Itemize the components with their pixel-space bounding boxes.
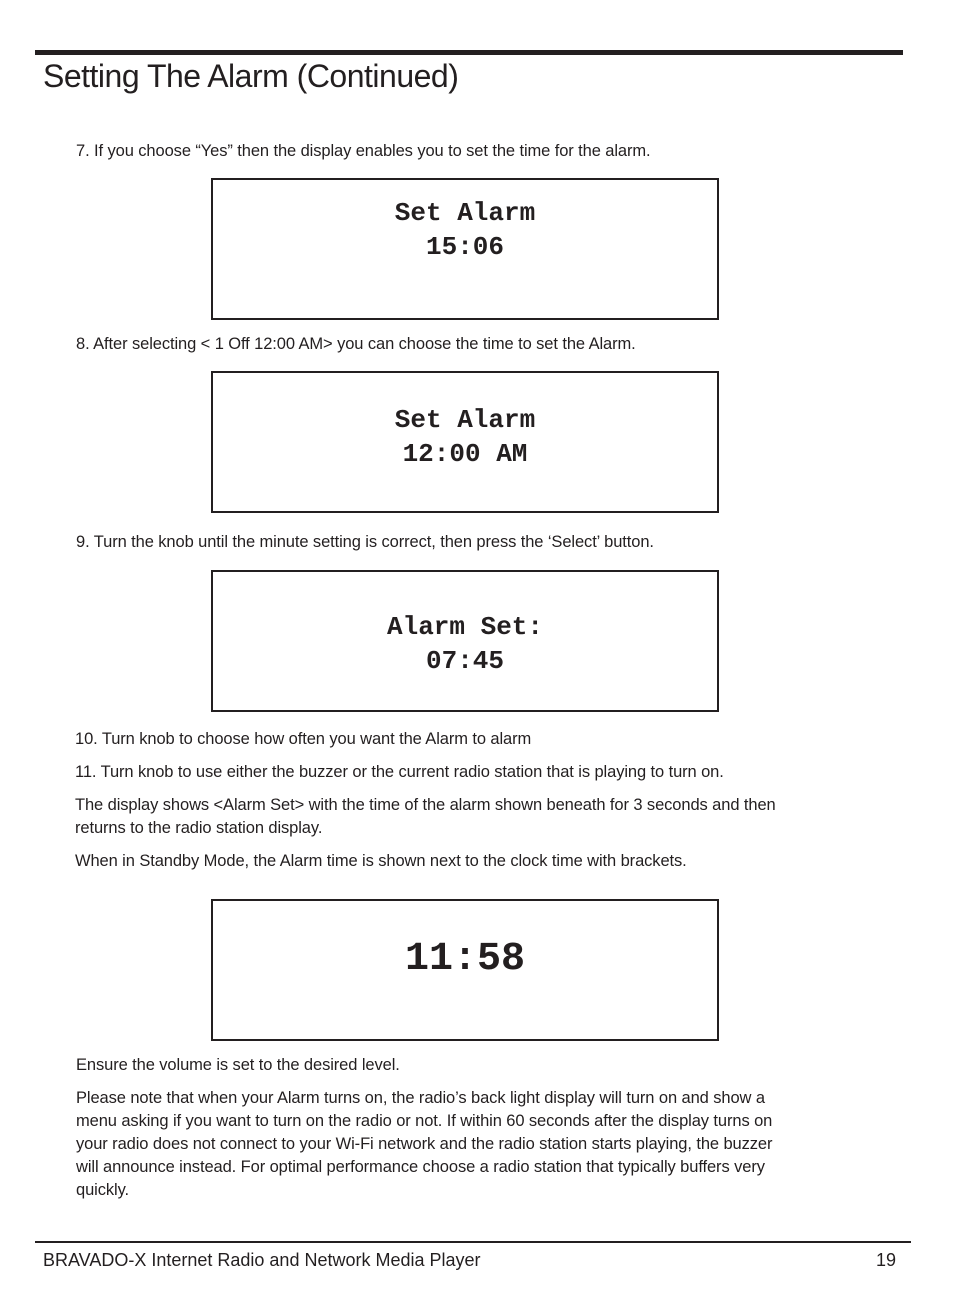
page-number: 19 xyxy=(875,1250,896,1270)
page-title: Setting The Alarm (Continued) xyxy=(43,58,459,94)
lcd-display-standby-clock xyxy=(211,899,719,1041)
volume-note: Ensure the volume is set to the desired level. xyxy=(76,1056,400,1074)
lcd-display-set-alarm-12 xyxy=(211,371,719,513)
please-note-paragraph: Please note that when your Alarm turns on, the radio’s back light display will turn on and show a menu asking if you want to turn on the radio or not. If within 60 seconds after the display turns on your radio does not connect to your Wi-Fi network and the radio station starts playing, the buzzer will announce instead. For optimal performance choose a radio station that typically buffers very quickly. xyxy=(76,1089,773,1199)
footer-product-name: BRAVADO-X Internet Radio and Network Media Player xyxy=(43,1250,481,1270)
lcd-line-2: 12:00 AM xyxy=(402,439,528,469)
step-7-text: 7. If you choose “Yes” then the display enables you to set the time for the alarm. xyxy=(76,142,651,160)
lcd-line-2: 07:45 xyxy=(425,646,504,676)
lcd-line-1: Set Alarm xyxy=(394,198,536,228)
standby-note: When in Standby Mode, the Alarm time is shown next to the clock time with brackets. xyxy=(75,852,687,870)
step-8-text: 8. After selecting < 1 Off 12:00 AM> you can choose the time to set the Alarm. xyxy=(76,335,636,353)
lcd-line-1: Alarm Set: xyxy=(386,612,544,642)
step-10-text: 10. Turn knob to choose how often you want the Alarm to alarm xyxy=(75,730,532,748)
lcd-clock-time: 11:58 xyxy=(404,937,526,982)
lcd-line-1: Set Alarm xyxy=(394,405,536,435)
step-9-text: 9. Turn the knob until the minute setting is correct, then press the ‘Select’ button. xyxy=(76,533,654,551)
lcd-display-alarm-set xyxy=(211,570,719,712)
step-11-text: 11. Turn knob to use either the buzzer or the current radio station that is playing to turn on. xyxy=(75,763,724,781)
lcd-display-set-alarm-time xyxy=(211,178,719,320)
display-shows-note: The display shows <Alarm Set> with the time of the alarm shown beneath for 3 seconds and then returns to the radio station display. xyxy=(75,796,776,837)
footer-rule xyxy=(35,1241,911,1243)
header-rule xyxy=(35,50,903,55)
lcd-line-2: 15:06 xyxy=(425,232,504,262)
